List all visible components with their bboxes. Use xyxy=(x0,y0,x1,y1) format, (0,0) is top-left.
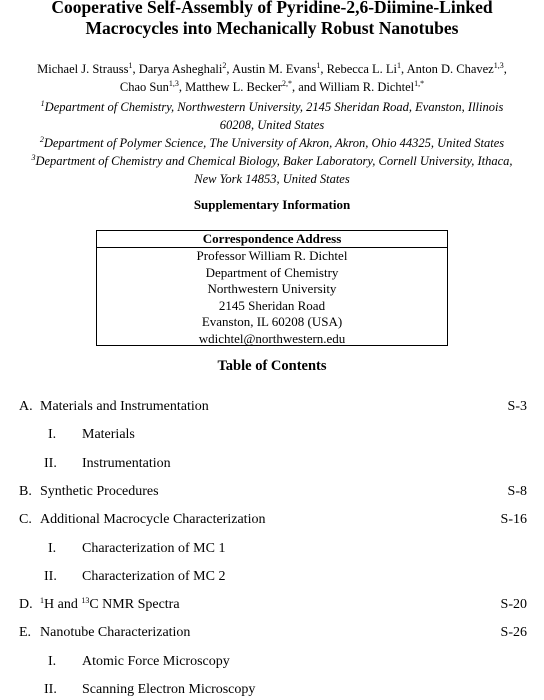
author-name: Matthew L. Becker xyxy=(185,80,282,94)
correspondence-box xyxy=(96,230,448,346)
author-affiliation: 2,* xyxy=(281,79,292,88)
supplementary-heading: Supplementary Information xyxy=(193,197,351,212)
author-affiliation: 1,3 xyxy=(493,61,504,70)
toc-subsection: I. Materials xyxy=(48,427,135,442)
toc-page-number: S-26 xyxy=(500,625,527,640)
title-line-2: Macrocycles into Mechanically Robust Nanotubes xyxy=(85,18,459,38)
correspondence-heading: Correspondence Address xyxy=(97,231,447,248)
correspondence-line: Northwestern University xyxy=(207,281,337,297)
author-name: Rebecca L. Li xyxy=(326,62,398,76)
correspondence-line: 2145 Sheridan Road xyxy=(218,297,326,313)
toc-page-number: S-3 xyxy=(507,399,527,414)
toc-section-d: D. $^1$H and $^{13}$C NMR Spectra S-20 xyxy=(0,595,544,615)
title-line-1: Cooperative Self-Assembly of Pyridine-2,6-Diimine-Linked xyxy=(51,0,493,17)
toc-subsection: II. Characterization of MC 2 xyxy=(44,569,226,584)
paper-title xyxy=(0,0,544,39)
toc-page-number: S-20 xyxy=(500,597,527,612)
author-affiliation: 1 xyxy=(128,61,133,70)
author-list: Michael J. Strauss$^1$, Darya Asheghali$^2$, Austin M. Evans$^1$, Rebecca L. Li$^1$, Anton D. Chavez$^{1,3}$, Chao Sun$^{1,3}$, Matthew L. Becker$^{2,*}$, and William R. Dichtel$^{1,*}$ xyxy=(37,61,507,94)
toc-section-c: C. Additional Macrocycle Characterization S-16 xyxy=(0,510,544,530)
author-affiliation: 1,* xyxy=(414,79,425,88)
toc-section-e: E. Nanotube Characterization S-26 xyxy=(0,623,544,643)
author-name: Austin M. Evans xyxy=(231,62,317,76)
toc-section-b: B. Synthetic Procedures S-8 xyxy=(0,482,544,502)
correspondence-line: Evanston, IL 60208 (USA) xyxy=(201,314,343,330)
author-affiliation: 1,3 xyxy=(168,79,179,88)
author-name: Chao Sun xyxy=(119,80,169,94)
author-affiliation: 1 xyxy=(316,61,321,70)
affiliation-2: $^2$Department of Polymer Science, The University of Akron, Akron, Ohio 44325, United States xyxy=(39,135,505,150)
toc-subsection: II. Scanning Electron Microscopy xyxy=(44,682,256,697)
toc-subsection: I. Atomic Force Microscopy xyxy=(48,654,230,669)
toc-page-number: S-8 xyxy=(507,484,527,499)
toc-subsection: I. Characterization of MC 1 xyxy=(48,541,226,556)
toc-page-number: S-16 xyxy=(500,512,527,527)
author-name: Michael J. Strauss xyxy=(37,62,129,76)
toc-title: Table of Contents xyxy=(217,358,327,374)
correspondence-email: wdichtel@northwestern.edu xyxy=(198,330,346,346)
affiliation-1: $^1$Department of Chemistry, Northwestern University, 2145 Sheridan Road, Evanston, Illinois 60208, United States xyxy=(40,99,504,132)
toc-subsection: II. Instrumentation xyxy=(44,456,171,471)
correspondence-line: Professor William R. Dichtel xyxy=(196,248,348,263)
author-name: Darya Asheghali xyxy=(138,62,223,76)
author-name: Anton D. Chavez xyxy=(406,62,494,76)
toc-section-a: A. Materials and Instrumentation S-3 xyxy=(0,397,544,417)
affiliation-3: $^3$Department of Chemistry and Chemical Biology, Baker Laboratory, Cornell University, Ithaca, New York 14853, United States xyxy=(31,153,513,186)
correspondence-line: Department of Chemistry xyxy=(205,264,339,280)
author-affiliation: 2 xyxy=(222,61,227,70)
author-affiliation: 1 xyxy=(397,61,402,70)
author-name: William R. Dichtel xyxy=(319,80,415,94)
